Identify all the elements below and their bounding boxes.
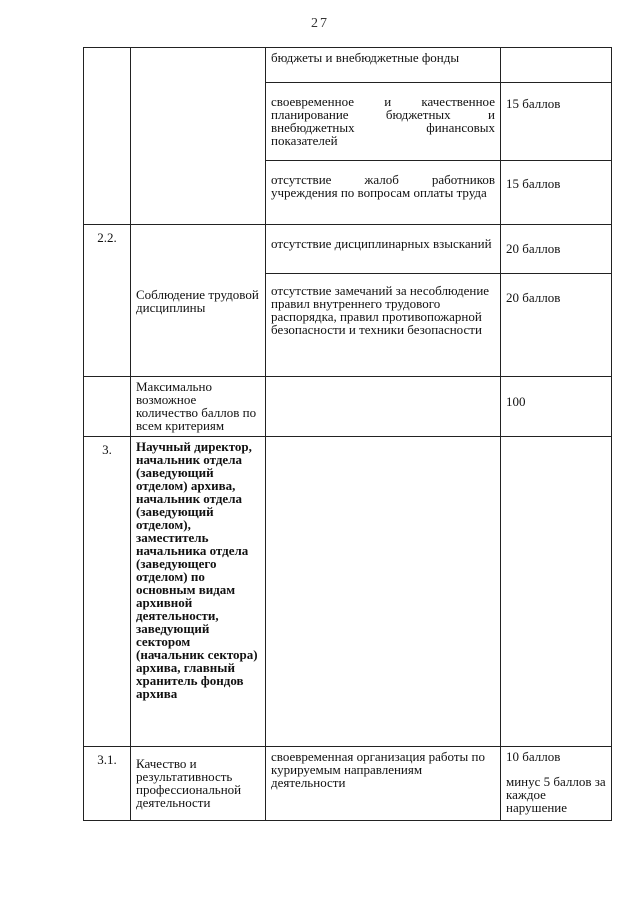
table-row (84, 747, 612, 821)
criterion-text: отсутствие дисциплинарных взысканий (266, 225, 501, 274)
row-number: 3.1. (84, 747, 131, 821)
criteria-table (83, 47, 612, 821)
points-cell: 15 баллов (501, 161, 612, 225)
points-value: 10 баллов (506, 749, 561, 764)
table-row (84, 225, 612, 274)
criterion-text: отсутствие жалоб работников учреждения по вопросам оплаты труда (266, 161, 501, 225)
table-row (84, 437, 612, 747)
table-row (84, 377, 612, 437)
row-number: 3. (84, 437, 131, 747)
penalty-note: минус 5 баллов за каждое нарушение (506, 774, 606, 815)
criterion-text (266, 377, 501, 437)
criterion-text: бюджеты и внебюджетные фонды (266, 48, 501, 83)
criterion-text (266, 437, 501, 747)
row-number: 2.2. (84, 225, 131, 377)
position-list: Научный директор, начальник отдела (заведующий отделом) архива, начальник отдела (заведующий отделом), заместитель начальника отдела (заведующего отделом) по основным видам архивной деятельности, заведующий сектором (начальник сектора) архива, главный хранитель фондов архива (131, 437, 266, 747)
points-cell (501, 48, 612, 83)
page-number: 27 (311, 16, 329, 31)
criterion-group-name: Соблюдение трудовой дисциплины (131, 225, 266, 377)
total-points: 100 (501, 377, 612, 437)
points-cell: 15 баллов (501, 83, 612, 161)
criterion-text: своевременное и качественное планирование бюджетных и внебюджетных финансовых показателей (266, 83, 501, 161)
points-cell (501, 437, 612, 747)
row-number (84, 377, 131, 437)
criterion-text: отсутствие замечаний за несоблюдение правил внутреннего трудового распорядка, правил противопожарной безопасности и техники безопасности (266, 274, 501, 377)
points-cell: 20 баллов (501, 225, 612, 274)
row-number (84, 48, 131, 225)
criterion-group-name: Качество и результативность профессиональной деятельности (131, 747, 266, 821)
table-row (84, 48, 612, 83)
criterion-text: своевременная организация работы по курируемым направлениям деятельности (266, 747, 501, 821)
total-label: Максимально возможное количество баллов по всем критериям (131, 377, 266, 437)
points-cell: 20 баллов (501, 274, 612, 377)
criterion-group-name (131, 48, 266, 225)
points-cell (501, 747, 612, 821)
